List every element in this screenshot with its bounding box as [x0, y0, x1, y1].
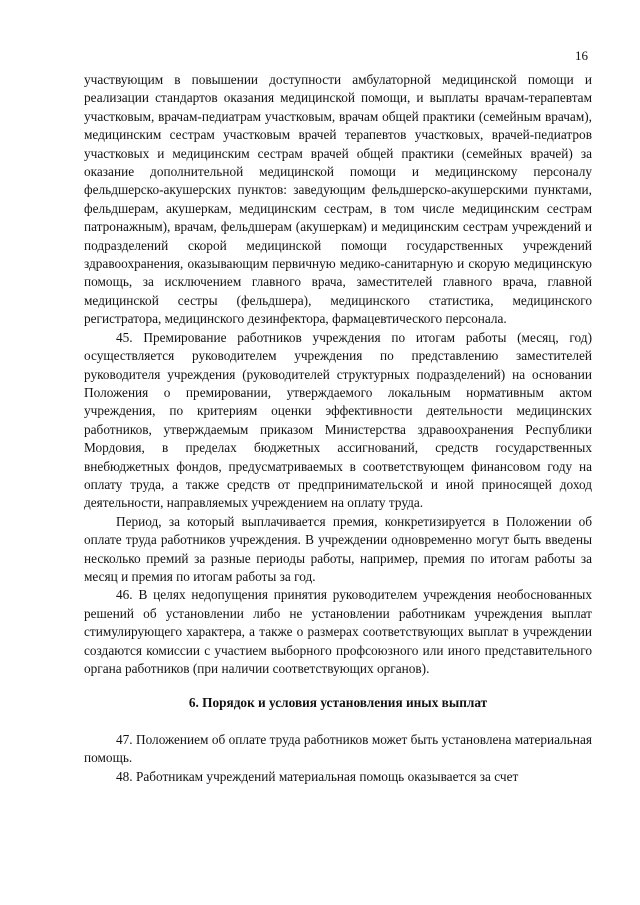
document-body — [84, 71, 592, 786]
paragraph-continuation: участвующим в повышении доступности амбулаторной медицинской помощи и реализации стандартов оказания медицинской помощи, и выплаты врачам-терапевтам участковым, врачам-педиатрам участковым, врачам общей практики (семейным врачам), медицинским сестрам участковым врачей терапевтов участковых, врачей-педиатров участковых и медицинским сестрам врачей общей практики (семейных врачей) за оказание дополнительной медицинской помощи и медицинскому персоналу фельдшерско-акушерских пунктов: заведующим фельдшерско-акушерскими пунктами, фельдшерам, акушеркам, медицинским сестрам, в том числе медицинским сестрам патронажным), врачам, фельдшерам (акушеркам) и медицинским сестрам учреждений и подразделений скорой медицинской помощи государственных учреждений здравоохранения, оказывающим первичную медико-санитарную и скорую медицинскую помощь, за исключением главного врача, заместителей главного врача, главной медицинской сестры (фельдшера), медицинского статистика, медицинского регистратора, медицинского дезинфектора, фармацевтического персонала. — [84, 72, 592, 327]
paragraph-46: 46. В целях недопущения принятия руководителем учреждения необоснованных решений об установлении либо не установлении работникам учреждения выплат стимулирующего характера, а также о размерах соответствующих выплат в учреждении создаются комиссии с участием выборного профсоюзного или иного представительного органа работников (при наличии соответствующих органов). — [84, 587, 592, 676]
page-number: 16 — [575, 48, 588, 63]
section-heading-6: 6. Порядок и условия установления иных выплат — [188, 695, 488, 711]
paragraph-45-period: Период, за который выплачивается премия, конкретизируется в Положении об оплате труда работников учреждения. В учреждении одновременно могут быть введены несколько премий за разные периоды работы, например, премия по итогам работы за месяц и премия по итогам работы за год. — [84, 513, 592, 584]
paragraph-45: 45. Премирование работников учреждения по итогам работы (месяц, год) осуществляется руководителем учреждения по представлению заместителей руководителя учреждения (руководителей структурных подразделений) на основании Положения о премировании, утверждаемого локальным нормативным актом учреждения, по критериям оценки эффективности деятельности медицинских работников, утверждаемым приказом Министерства здравоохранения Республики Мордовия, в пределах бюджетных ассигнований, средств государственных внебюджетных фондов, предусматриваемых в соответствующем финансовом году на оплату труда, а также средств от предпринимательской и иной приносящей доход деятельности, направляемых учреждением на оплату труда. — [84, 329, 592, 511]
paragraph-48: 48. Работникам учреждений материальная помощь оказывается за счет — [116, 768, 519, 784]
paragraph-47: 47. Положением об оплате труда работников может быть установлена материальная помощь. — [84, 731, 592, 766]
